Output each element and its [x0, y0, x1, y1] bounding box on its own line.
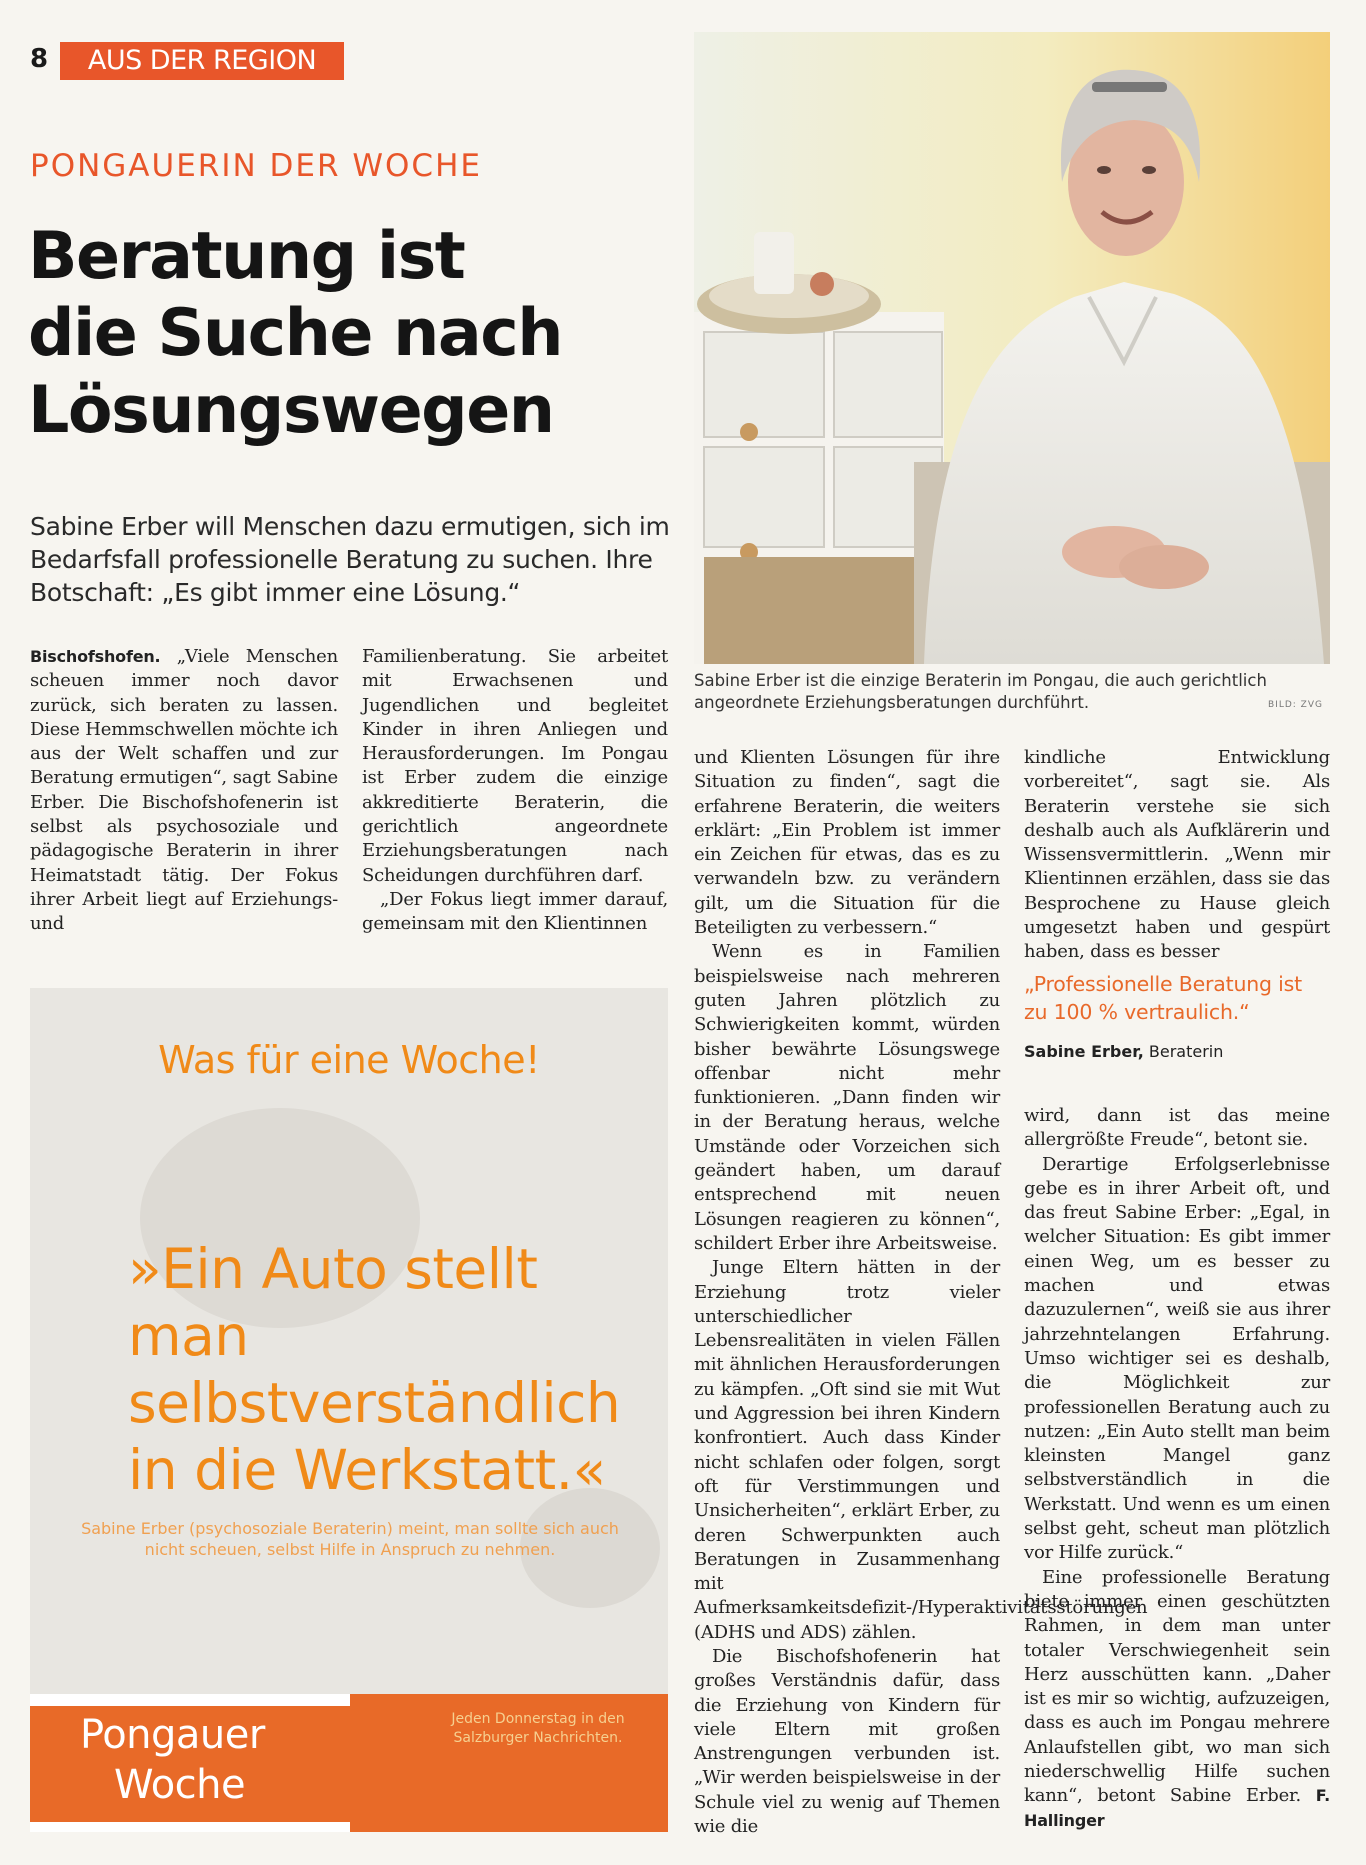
- article-photo: [694, 32, 1330, 664]
- article-column-1: [30, 645, 338, 937]
- paragraph: „Viele Menschen scheuen immer noch davor zurück, sich beraten zu lassen. Diese Hemmschwellen möchte ich aus der Welt schaffen und zur Beratung ermutigen“, sagt Sabine Erber. Die Bischofshofenerin ist selbst als psychosoziale und pädagogische Beraterin in ihrer Heimatstadt tätig. Der Fokus ihrer Arbeit liegt auf Erziehungs- und: [30, 646, 339, 935]
- headline-line: die Suche nach: [28, 296, 563, 371]
- logo-background: [30, 1706, 350, 1822]
- article-kicker: PONGAUERIN DER WOCHE: [30, 148, 482, 184]
- paragraph: „Der Fokus liegt immer darauf, gemeinsam mit den Klientinnen: [362, 888, 668, 935]
- portrait-illustration: [694, 32, 1330, 664]
- photo-caption: Sabine Erber ist die einzige Beraterin im Pongau, die auch gerichtlich angeordnete Erziehungsberatungen durchführt.: [694, 671, 1267, 712]
- article-dateline: Bischofshofen.: [30, 647, 161, 666]
- promo-subtitle: Sabine Erber (psychosoziale Beraterin) meint, man sollte sich auch nicht scheuen, selbst Hilfe in Anspruch zu nehmen.: [81, 1519, 619, 1559]
- promo-title: Was für eine Woche!: [158, 1038, 540, 1082]
- headline-line: Lösungswegen: [28, 373, 554, 448]
- photo-credit: BILD: ZVG: [1268, 700, 1323, 710]
- paragraph: und Klienten Lösungen für ihre Situation zu finden“, sagt die erfahrene Beraterin, die weiters erklärt: „Ein Problem ist immer ein Zeichen für etwas, das es zu verwandeln bzw. zu verändern gilt, um die Situation für die Beteiligten zu verbessern.“: [694, 747, 1000, 939]
- paragraph: Familienberatung. Sie arbeitet mit Erwachsenen und Jugendlichen und begleitet Kinder in ihren Anliegen und Herausforderungen. Im Pongau ist Erber zudem die einzige akkreditierte Beraterin, die gerichtlich angeordnete Erziehungsberatungen nach Scheidungen durchführen darf.: [362, 646, 668, 886]
- article-byline: F. Hallinger: [1024, 1786, 1330, 1830]
- paragraph: Wenn es in Familien beispielsweise nach mehreren guten Jahren plötzlich zu Schwierigkeiten kommt, würden bisher bewährte Lösungswege offenbar nicht mehr funktionieren. „Dann finden wir in der Beratung heraus, welche Umstände oder Vorzeichen sich geändert haben, um darauf entsprechend mit neuen Lösungen reagieren zu können“, schildert Erber ihre Arbeitsweise.: [694, 941, 1000, 1254]
- pongauer-woche-logo: [30, 1694, 350, 1832]
- paragraph: wird, dann ist das meine allergrößte Freude“, betont sie.: [1024, 1105, 1330, 1151]
- article-column-4-bottom: [1024, 1104, 1330, 1833]
- logo-line-1: Pongauer: [80, 1712, 265, 1758]
- promo-quote: »Ein Auto stellt man selbstverständlich in die Werkstatt.«: [128, 1237, 621, 1502]
- pull-quote-author-role: Beraterin: [1148, 1042, 1224, 1061]
- pull-quote-author: [1024, 1042, 1330, 1061]
- pull-quote: [1024, 970, 1330, 1061]
- headline-line: Beratung ist: [28, 219, 465, 294]
- page-number: 8: [30, 44, 49, 74]
- article-headline: [28, 218, 668, 449]
- article-column-4-top: [1024, 746, 1330, 965]
- paragraph: Die Bischofshofenerin hat großes Verständnis dafür, dass die Erziehung von Kindern für viele Eltern mit großen Anstrengungen verbunden ist. „Wir werden beispielsweise in der Schule viel zu wenig auf Themen wie die: [694, 1645, 1000, 1838]
- promo-slogan: Jeden Donnerstag in den Salzburger Nachrichten.: [451, 1711, 625, 1746]
- paragraph: Junge Eltern hätten in der Erziehung trotz vieler unterschiedlicher Lebensrealitäten in vielen Fällen mit ähnlichen Herausforderungen zu kämpfen. „Oft sind sie mit Wut und Aggression bei ihren Kindern konfrontiert. Auch dass Kinder nicht schlafen oder folgen, sorgt oft für Verstimmungen und Unsicherheiten“, erklärt Erber, zu deren Schwerpunkten auch Beratungen in Zusammenhang mit Aufmerksamkeitsdefizit-/Hyperaktivitätsstörungen (ADHS und ADS) zählen.: [694, 1257, 1148, 1643]
- promo-box: [30, 988, 668, 1832]
- section-label: AUS DER REGION: [60, 42, 344, 80]
- article-lead: Sabine Erber will Menschen dazu ermutigen, sich im Bedarfsfall professionelle Beratung zu suchen. Ihre Botschaft: „Es gibt immer eine Lösung.“: [30, 512, 670, 607]
- paragraph-text: Eine professionelle Beratung biete immer einen geschützten Rahmen, in dem man unter totaler Verschwiegenheit sein Herz ausschütten kann. „Daher ist es mir so wichtig, aufzuzeigen, dass es auch im Pongau mehrere Anlaufstellen gibt, wo man sich niederschwellig Hilfe suchen kann“, betont Sabine Erber.: [1024, 1566, 1330, 1807]
- paragraph: kindliche Entwicklung vorbereitet“, sagt sie. Als Beraterin verstehe sie sich deshalb auch als Aufklärerin und Wissensvermittlerin. „Wenn mir Klientinnen erzählen, dass sie das Besprochene zu Hause gleich umgesetzt haben und gespürt haben, dass es besser: [1024, 747, 1330, 963]
- pull-quote-author-name: Sabine Erber,: [1024, 1042, 1144, 1061]
- logo-line-2: Woche: [114, 1762, 246, 1808]
- paragraph: Derartige Erfolgserlebnisse gebe es in ihrer Arbeit oft, und das freut Sabine Erber: „Egal, in welcher Situation: Es gibt immer einen Weg, um es besser zu machen und etwas dazuzulernen“, weiß sie aus ihrer jahrzehntelangen Erfahrung. Umso wichtiger sei es deshalb, die Möglichkeit zur professionellen Beratung auch zu nutzen: „Ein Auto stellt man beim kleinsten Mangel ganz selbstverständlich in die Werkstatt. Und wenn es um einen selbst geht, scheut man plötzlich vor Hilfe zurück.“: [1024, 1153, 1330, 1564]
- article-column-2: [362, 645, 668, 937]
- pull-quote-text: „Professionelle Beratung ist zu 100 % vertraulich.“: [1024, 972, 1302, 1024]
- paragraph: [1024, 1566, 1330, 1833]
